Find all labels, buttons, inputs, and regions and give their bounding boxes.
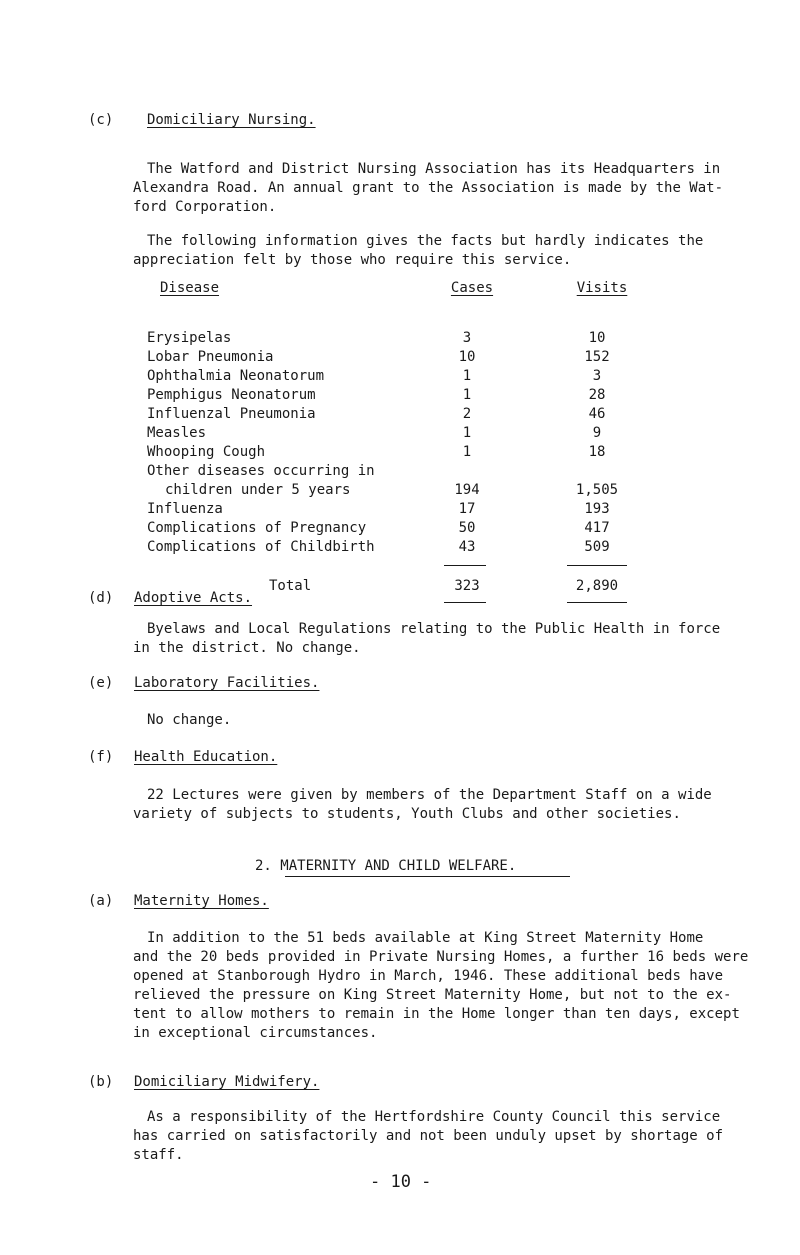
cell-disease: Other diseases occurring in xyxy=(147,463,375,479)
section-letter-d: (d) xyxy=(88,590,114,606)
cell-disease: Influenzal Pneumonia xyxy=(147,406,316,422)
section-letter-b: (b) xyxy=(88,1074,114,1090)
paragraph-nursing-association xyxy=(133,160,787,217)
cell-visits: 152 xyxy=(584,349,610,365)
table-row xyxy=(147,425,687,444)
paragraph-health-education xyxy=(133,786,787,824)
text-line: 22 Lectures were given by members of the Department Staff on a wide xyxy=(147,787,712,803)
cell-visits: 9 xyxy=(592,425,602,441)
table-row xyxy=(147,520,687,539)
cell-disease: Complications of Childbirth xyxy=(147,539,375,555)
text-line: ford Corporation. xyxy=(133,199,277,215)
paragraph-adoptive-acts xyxy=(133,620,787,658)
cell-visits: 193 xyxy=(584,501,610,517)
text-line: No change. xyxy=(147,712,232,728)
table-row xyxy=(147,387,687,406)
section-title-underline xyxy=(285,876,570,877)
heading-domiciliary-midwifery: Domiciliary Midwifery. xyxy=(134,1074,320,1090)
visits-total-rule xyxy=(567,602,627,603)
heading-maternity-homes: Maternity Homes. xyxy=(134,893,269,909)
text-line: in the district. No change. xyxy=(133,640,361,656)
total-visits: 2,890 xyxy=(575,578,619,594)
paragraph-domiciliary-midwifery xyxy=(133,1108,787,1165)
cell-cases: 194 xyxy=(454,482,480,498)
text-line: staff. xyxy=(133,1147,184,1163)
header-cases: Cases xyxy=(450,280,494,296)
cell-disease: Lobar Pneumonia xyxy=(147,349,274,365)
table-row xyxy=(147,349,687,368)
text-line: tent to allow mothers to remain in the Home longer than ten days, except xyxy=(133,1006,740,1022)
table-row xyxy=(147,501,687,520)
cell-visits: 28 xyxy=(588,387,606,403)
text-line: relieved the pressure on King Street Maternity Home, but not to the ex- xyxy=(133,987,732,1003)
cell-cases: 1 xyxy=(462,368,472,384)
cell-disease: Whooping Cough xyxy=(147,444,266,460)
section-title-maternity-child-welfare: 2. MATERNITY AND CHILD WELFARE. xyxy=(255,858,517,874)
page-number: - 10 - xyxy=(370,1172,432,1192)
cell-cases: 1 xyxy=(462,425,472,441)
table-row xyxy=(147,463,687,482)
paragraph-information xyxy=(133,232,787,270)
cell-cases: 2 xyxy=(462,406,472,422)
text-line: opened at Stanborough Hydro in March, 1946. These additional beds have xyxy=(133,968,724,984)
cell-disease: children under 5 years xyxy=(165,482,351,498)
cell-cases: 17 xyxy=(458,501,476,517)
section-letter-f: (f) xyxy=(88,749,114,765)
text-line: The Watford and District Nursing Association has its Headquarters in xyxy=(147,161,721,177)
text-line: The following information gives the facts but hardly indicates the xyxy=(147,233,704,249)
header-disease: Disease xyxy=(160,280,220,296)
cell-cases: 3 xyxy=(462,330,472,346)
cell-visits: 1,505 xyxy=(575,482,619,498)
cell-cases: 50 xyxy=(458,520,476,536)
cell-visits: 509 xyxy=(584,539,610,555)
text-line: Alexandra Road. An annual grant to the Association is made by the Wat- xyxy=(133,180,724,196)
text-line: As a responsibility of the Hertfordshire County Council this service xyxy=(147,1109,721,1125)
cell-disease: Measles xyxy=(147,425,207,441)
cell-visits: 417 xyxy=(584,520,610,536)
table-row xyxy=(147,539,687,558)
table-header-row xyxy=(147,280,687,299)
cell-disease: Influenza xyxy=(147,501,223,517)
table-row xyxy=(147,368,687,387)
total-label: Total xyxy=(269,578,312,594)
section-letter-c: (c) xyxy=(88,112,114,128)
visits-subtotal-rule xyxy=(567,565,627,566)
cell-disease: Pemphigus Neonatorum xyxy=(147,387,316,403)
total-cases: 323 xyxy=(454,578,480,594)
heading-health-education: Health Education. xyxy=(134,749,278,765)
table-row xyxy=(147,482,687,501)
cell-visits: 10 xyxy=(588,330,606,346)
paragraph-maternity-homes xyxy=(133,929,787,1043)
text-line: variety of subjects to students, Youth Clubs and other societies. xyxy=(133,806,681,822)
cell-visits: 3 xyxy=(592,368,602,384)
cases-total-rule xyxy=(444,602,486,603)
cell-cases: 10 xyxy=(458,349,476,365)
header-visits: Visits xyxy=(576,280,628,296)
cases-subtotal-rule xyxy=(444,565,486,566)
cell-visits: 46 xyxy=(588,406,606,422)
cell-disease: Complications of Pregnancy xyxy=(147,520,367,536)
heading-laboratory-facilities: Laboratory Facilities. xyxy=(134,675,320,691)
cell-disease: Erysipelas xyxy=(147,330,232,346)
table-row xyxy=(147,330,687,349)
table-row xyxy=(147,444,687,463)
text-line: In addition to the 51 beds available at King Street Maternity Home xyxy=(147,930,704,946)
heading-domiciliary-nursing: Domiciliary Nursing. xyxy=(147,112,316,128)
text-line: and the 20 beds provided in Private Nursing Homes, a further 16 beds were xyxy=(133,949,749,965)
cell-disease: Ophthalmia Neonatorum xyxy=(147,368,325,384)
cell-cases: 1 xyxy=(462,444,472,460)
section-letter-a: (a) xyxy=(88,893,114,909)
table-row xyxy=(147,406,687,425)
text-line: appreciation felt by those who require this service. xyxy=(133,252,572,268)
cell-cases: 1 xyxy=(462,387,472,403)
text-line: Byelaws and Local Regulations relating to the Public Health in force xyxy=(147,621,721,637)
section-letter-e: (e) xyxy=(88,675,114,691)
cell-cases: 43 xyxy=(458,539,476,555)
cell-visits: 18 xyxy=(588,444,606,460)
text-line: has carried on satisfactorily and not been unduly upset by shortage of xyxy=(133,1128,724,1144)
text-line: in exceptional circumstances. xyxy=(133,1025,378,1041)
heading-adoptive-acts: Adoptive Acts. xyxy=(134,590,253,606)
